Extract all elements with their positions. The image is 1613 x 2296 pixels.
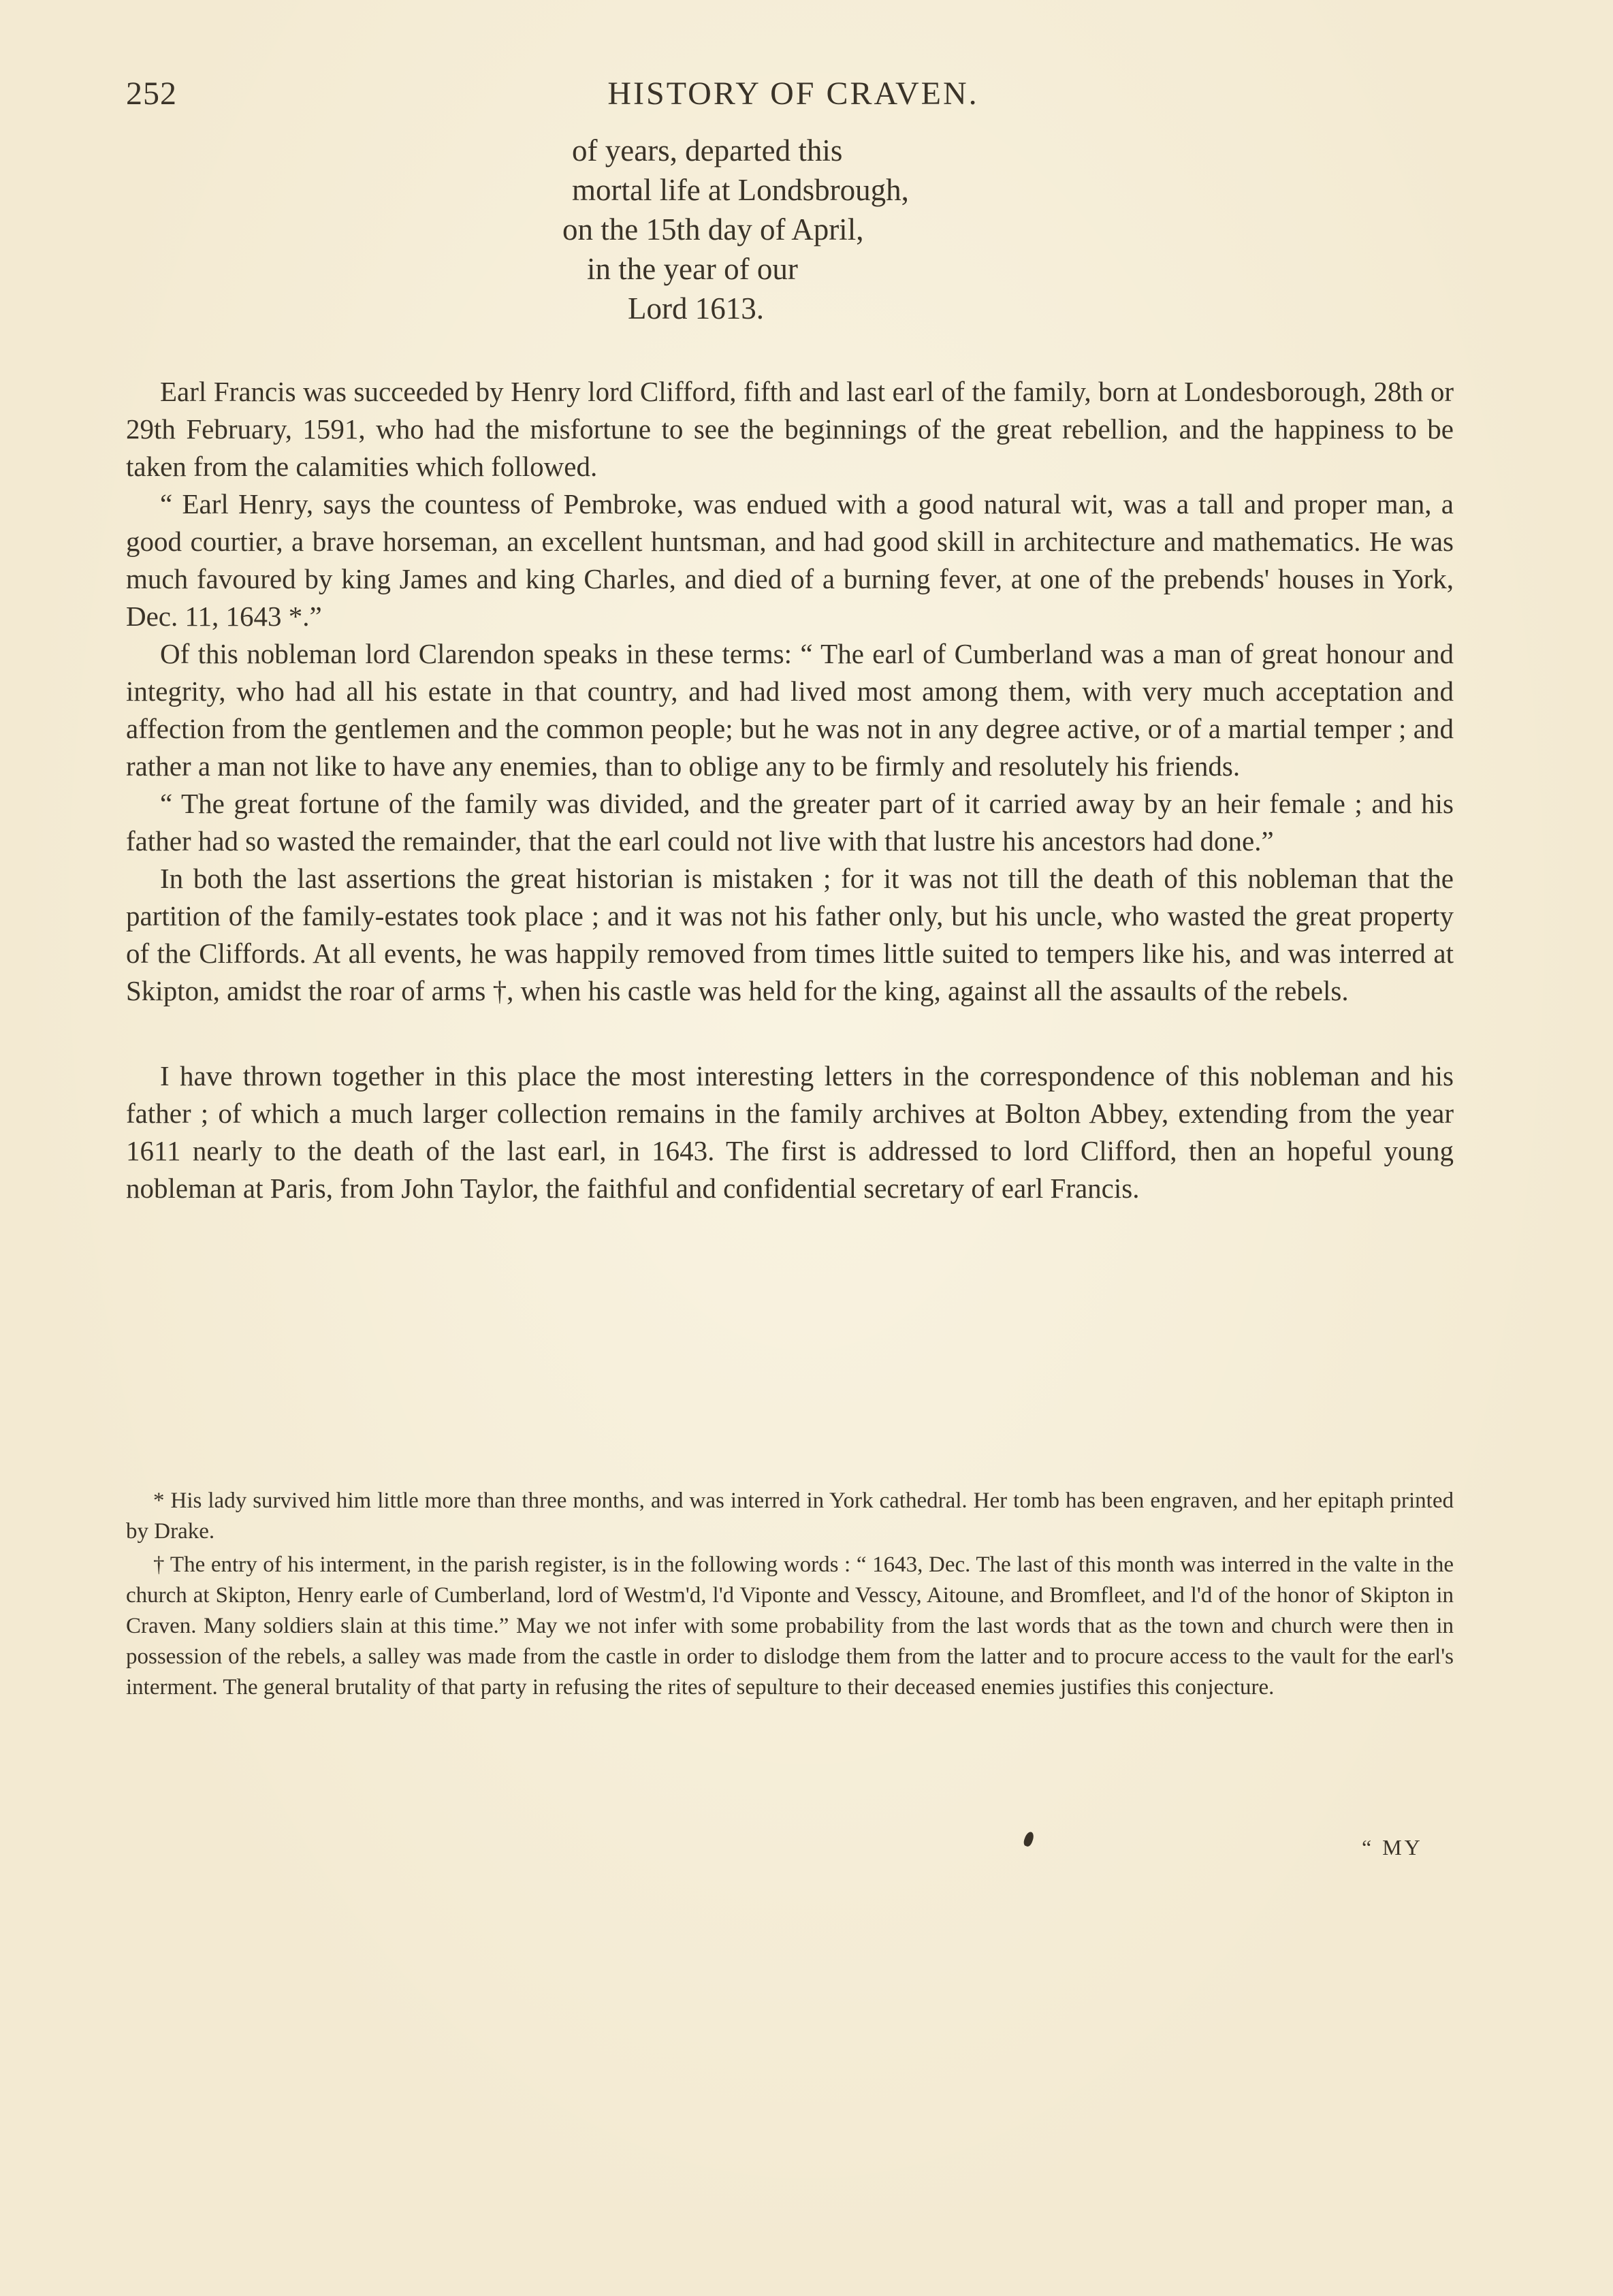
footnotes (126, 1486, 1454, 1706)
paragraph: In both the last assertions the great historian is mistaken ; for it was not till the death of this nobleman that the partition of the family-estates took place ; and it was not his father only, but his uncle, who wasted the great property of the Cliffords. At all events, he was happily removed from times little suited to tempers like his, and was interred at Skipton, amidst the roar of arms †, when his castle was held for the king, against all the assaults of the rebels. (126, 863, 1454, 1006)
epitaph-line: in the year of our (587, 252, 798, 286)
footnote: * His lady survived him little more than three months, and was interred in York cathedral. Her tomb has been engraven, and her epitaph printed by Drake. (126, 1488, 1454, 1544)
page-number: 252 (126, 76, 177, 112)
epitaph-line: mortal life at Londsbrough, (572, 173, 909, 207)
paragraph: “ Earl Henry, says the countess of Pembroke, was endued with a good natural wit, was a tall and proper man, a good courtier, a brave horseman, an excellent huntsman, and had good skill in architecture and mathematics. He was much favoured by king James and king Charles, and died of a burning fever, at one of the prebends' houses in York, Dec. 11, 1643 *.” (126, 488, 1454, 632)
paragraph: Earl Francis was succeeded by Henry lord Clifford, fifth and last earl of the family, born at Londesborough, 28th or 29th February, 1591, who had the misfortune to see the beginnings of the great rebellion, and the happiness to be taken from the calamities which followed. (126, 376, 1454, 482)
epitaph-block (562, 131, 1049, 328)
paragraph: I have thrown together in this place the most interesting letters in the correspondence of this nobleman and his father ; of which a much larger collection remains in the family archives at Bolton Abbey, extending from the year 1611 nearly to the death of the last earl, in 1643. The first is addressed to lord Clifford, then an hopeful young nobleman at Paris, from John Taylor, the faithful and confidential secretary of earl Francis. (126, 1060, 1454, 1204)
paragraph: Of this nobleman lord Clarendon speaks in these terms: “ The earl of Cumberland was a man of great honour and integrity, who had all his estate in that country, and had lived most among them, with very much acceptation and affection from the gentlemen and the common people; but he was not in any degree active, or of a martial temper ; and rather a man not like to have any enemies, than to oblige any to be firmly and resolutely his friends. (126, 638, 1454, 782)
catchword: “ MY (1362, 1835, 1423, 1860)
paragraph: “ The great fortune of the family was divided, and the greater part of it carried away by an heir female ; and his father had so wasted the remainder, that the earl could not live with that lustre his ancestors had done.” (126, 788, 1454, 857)
epitaph-line: of years, departed this (572, 133, 843, 168)
footnote: † The entry of his interment, in the parish register, is in the following words : “ 1643, Dec. The last of this month was interred in the valte in the church at Skipton, Henry earle of Cumberland, lord of Westm'd, l'd Viponte and Vesscy, Aitoune, and Bromfleet, and l'd of the honor of Skipton in Craven. Many soldiers slain at this time.” May we not infer with some probability from the last words that as the town and church were then in possession of the rebels, a salley was made from the castle in order to dislodge them from the latter and to procure access to the vault for the earl's interment. The general brutality of that party in refusing the rites of sepulture to their deceased enemies justifies this conjecture. (126, 1552, 1454, 1700)
running-head: HISTORY OF CRAVEN. (607, 76, 979, 112)
ink-mark (1023, 1831, 1036, 1848)
body-text (126, 373, 1454, 1207)
page-header (126, 75, 1460, 116)
epitaph-line: on the 15th day of April, (562, 212, 864, 246)
epitaph-line: Lord 1613. (628, 291, 764, 325)
